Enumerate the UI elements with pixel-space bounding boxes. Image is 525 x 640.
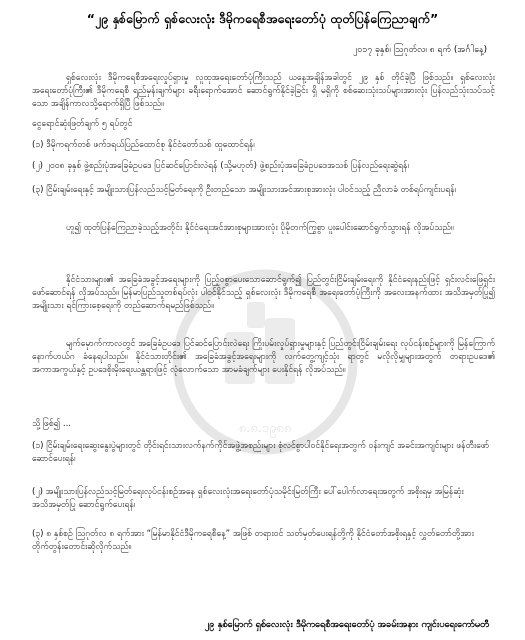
demand-item-3: (၃) ငြိမ်းချမ်းရေးနှင့် အမျိုးသားပြန်လည်သင့်မြတ်ရေးကို ဦးတည်သော အမျိုးသားအင်အားစုအားလုံး ပါဝင်သည့် ညီလာခံ တစ်ရပ်ကျင်းပရန်၊ [32, 185, 457, 195]
resolution-item-3: (၃) ၈ နှစ်စဉ် ဩဂုတ်လ ၈ ရက်အား “မြန်မာနိုင်ငံဒီမိုကရေစီနေ့” အဖြစ် တရားဝင် သတ်မှတ်ပေးရန်တို့ကို နိုင်ငံတော်အစိုးရနှင့် လွှတ်တော်တို့အား တိုက်တွန်းတောင်းဆိုလိုက်သည်။ [32, 529, 474, 552]
paragraph-rights: နိုင်ငံသားများ၏ အခြေခံအခွင့်အရေးများကို ပြည့်ဝစွာပေးသောဆောင်ရွက်၍ ပြည်တွင်းငြိမ်းချမ်းရေးကို နိုင်ငံရေးနည်းဖြင့် ရှင်းလင်းဖြေရှင်း ဖော်ဆောင်ရန် လိုအပ်သည်။ မြန်မာပြည်သူတစ်ရပ်လုံး ပါဝင်နိုင်သည့် ရှစ်လေးလုံး ဒီမိုကရေစီ အရေးတော်ပုံကြီးကို အလေးအနက်ထား အသိအမှတ်ပြု၍ အမျိုးသား ရင်ကြားစေ့ရေးကို တည်ဆောက်ရမည်ဖြစ်သည်။ [32, 275, 495, 311]
resolution-item-2: (၂) အမျိုးသားပြန်လည်သင့်မြတ်ရေးလုပ်ငန်းစဉ်အနေ ရှစ်လေးလုံးအရေးတော်ပုံသမိုင်းမြတ်ကြီး ပေါ်ပေါက်လာရေးအတွက် အစိုးရမှ အမြန်ဆုံးအသိအမှတ်ပြု ဆောင်ရွက်ပေးရန်၊ [32, 487, 464, 510]
paragraph-current: မျက်မှောက်ကာလတွင် အခြေခံဥပဒေ ပြင်ဆင်ပြောင်းလဲရေး ကြိုးပမ်းလှုပ်ရှားမှုများနှင့် ပြည်တွင်းငြိမ်းချမ်းရေး လုပ်ငန်းစဉ်များကို မြန်ကြောက်နောက်ဟယ်ဂ ခံနေရပါသည်။ နိုင်ငံသားတိုင်း၏ အခြေခံအခွင့်အရေးများကို လက်တွေ့ကျင့်သုံး ရာတွင် မလိုလိုမျှများအတွက် တရားဥပဒေ၏ အကာအကွယ်နှင့် ဥပဒေစိုးမိုးရေးယန္တရားဖြင့် လုံလောက်သော အာမခံချက်များ ပေးနိုင်ရန် လိုအပ်သည်။ [32, 339, 495, 375]
paragraph-intro: ရှစ်လေးလုံး ဒီမိုကရေစီအရေးလှုပ်ရှားမှု လူထုအရေးတော်ပုံကြီးသည် ယနေ့အချိန်အခါတွင် ၂၉ နှစ် တိုင်ခဲ့ပြီ ဖြစ်သည်။ ရှစ်လေးလုံးအရေးတော်ပုံကြီး၏ ဒီမိုကရေစီ ရည်မှန်းချက်များ ခရီးရောက်အောင် ဆောင်ရွက်နိုင်ခဲ့ခြင်း ရှိ မရှိကို စစ်ဆေးသုံးသပ်များအားလုံး ပြန်လည်သုံးသပ်သင့်သော အချိန်ကာလသို့ရောက်ရှိပြီ ဖြစ်သည်။ [32, 73, 495, 109]
paragraph-call: ဟူ၍ ထုတ်ပြန်ကြေညာခဲ့သည့်အတိုင်း နိုင်ငံရေးအင်အားစုများအားလုံး ပိုမိုတက်ကြွစွာ ပူးပေါင်းဆောင်ရွက်သွားရန် လိုအပ်သည်။ [66, 223, 454, 233]
resolution-item-1: (၁) ငြိမ်းချမ်းရေးဆွေးနွေးပွဲများတွင် တိုင်းရင်းသားလက်နက်ကိုင်အဖွဲ့အစည်းများ စုံလင်စွာပါဝင်နိုင်ရေးအတွက် ဝန်းကျင် အခင်းအကျင်းများ ဖန်တီးဖော်ဆောင်ပေးရန်၊ [32, 441, 490, 464]
resolutions-intro: သို့ဖြစ်၍ ... [32, 419, 72, 429]
document-title: “၂၉ နှစ်မြောက် ရှစ်လေးလုံး ဒီမိုကရေစီအရေးတော်ပုံ ထုတ်ပြန်ကြေညာချက်” [86, 11, 439, 26]
demands-intro: ငွေရောင်ဆုံးဖြတ်ချက် ၅ ရပ်တွင် [32, 119, 133, 129]
document-date: ၂၀၁၇ ခုနှစ်၊ ဩဂုတ်လ၊ ၈ ရက် (အင်္ဂါနေ့) [352, 45, 487, 55]
watermark-text: ၈.၈.၁၉၈၈ [238, 421, 292, 436]
signature-committee: ၂၉ နှစ်မြောက် ရှစ်လေးလုံး ဒီမိုကရေစီအရေးတော်ပုံ အခမ်းအနား ကျင်းပရေးကော်မတီ [204, 619, 489, 630]
demand-item-1: (၁) ဒီမိုကရက်တစ် ဖက်ဒရယ်ပြည်ထောင်စု နိုင်ငံတော်သစ် ထူထောင်ရန်၊ [32, 140, 255, 150]
demand-item-2: (၂) ၂၀၀၈ ခုနှစ် ဖွဲ့စည်းပုံအခြေခံဥပဒေ ပြင်ဆင်ပြောင်းလဲရန် (သို့မဟုတ်) ဖွဲ့စည်းပုံအခြေခံဥပဒေအသစ် ပြန်လည်ရေးဆွဲရန်၊ [32, 161, 409, 171]
